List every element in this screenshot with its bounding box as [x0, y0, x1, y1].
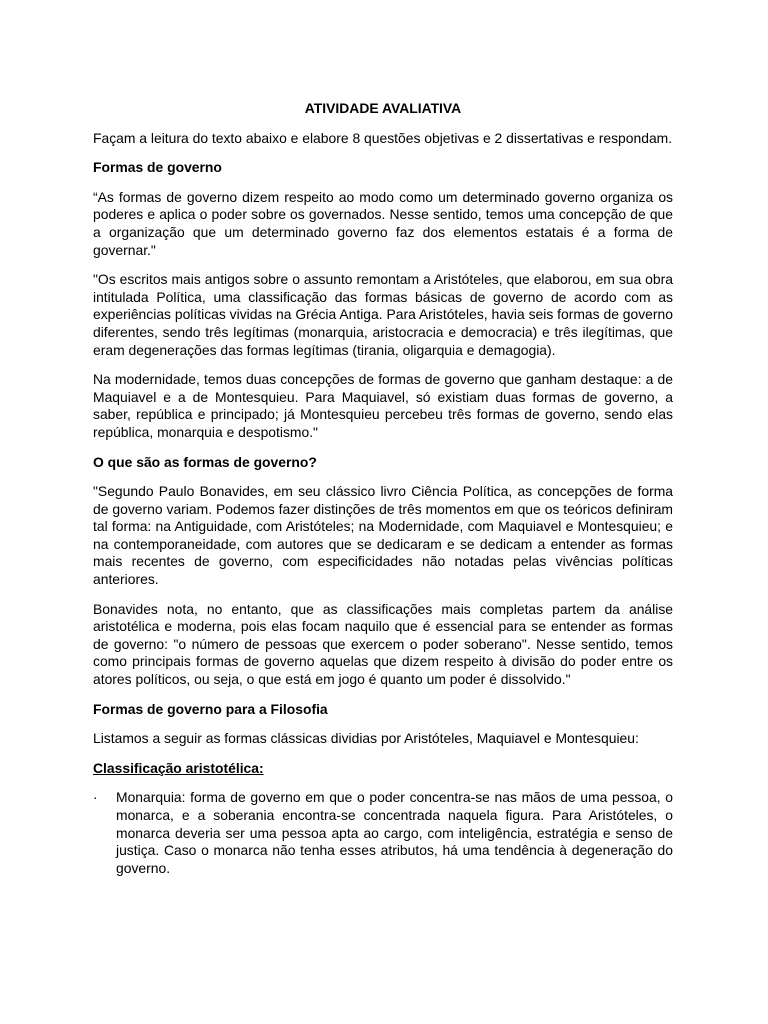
section-heading-o-que-sao: O que são as formas de governo? — [93, 453, 317, 470]
instruction-paragraph: Façam a leitura do texto abaixo e elabore 8 questões objetivas e 2 dissertativas e respondam. — [93, 129, 673, 146]
document-title: ATIVIDADE AVALIATIVA — [304, 100, 462, 116]
paragraph: "Os escritos mais antigos sobre o assunto remontam a Aristóteles, que elaborou, em sua obra intitulada Política, uma classificação das formas básicas de governo de acordo com as experiências políticas vividas na Grécia Antiga. Para Aristóteles, havia seis formas de governo diferentes, sendo três legítimas (monarquia, aristocracia e democracia) e três ilegítimas, que eram degenerações das formas legítimas (tirania, oligarquia e demagogia). — [93, 271, 673, 358]
paragraph: “As formas de governo dizem respeito ao modo como um determinado governo organiza os poderes e aplica o poder sobre os governados. Nesse sentido, temos uma concepção de que a organização que um determinado governo faz dos elementos estatais é a forma de governar." — [93, 188, 673, 258]
section-heading-formas-de-governo: Formas de governo — [93, 159, 222, 176]
section-heading-filosofia: Formas de governo para a Filosofia — [93, 700, 328, 717]
paragraph: Bonavides nota, no entanto, que as classificações mais completas partem da análise aristotélica e moderna, pois elas focam naquilo que é essencial para se entender as formas de governo: "o número de pessoas que exercem o poder soberano". Nesse sentido, temos como principais formas de governo aquelas que dizem respeito à divisão do poder entre os atores políticos, ou seja, o que está em jogo é quanto um poder é dissolvido." — [93, 600, 673, 688]
bullet-text: Monarquia: forma de governo em que o poder concentra-se nas mãos de uma pessoa, o monarca, e a soberania encontra-se concentrada naquela figura. Para Aristóteles, o monarca deveria ser uma pessoa apta ao cargo, com inteligência, estratégia e senso de justiça. Caso o monarca não tenha esses atributos, há uma tendência à degeneração do governo. — [116, 789, 673, 876]
paragraph: Na modernidade, temos duas concepções de formas de governo que ganham destaque: a de Maquiavel e a de Montesquieu. Para Maquiavel, só existiam duas formas de governo, a saber, república e principado; já Montesquieu percebeu três formas de governo, sendo elas república, monarquia e despotismo." — [93, 371, 673, 440]
bullet-mark: · — [93, 789, 98, 806]
bullet-item — [93, 789, 673, 877]
paragraph: Listamos a seguir as formas clássicas dividias por Aristóteles, Maquiavel e Montesquieu: — [93, 730, 639, 747]
paragraph: "Segundo Paulo Bonavides, em seu clássico livro Ciência Política, as concepções de forma de governo variam. Podemos fazer distinções de três momentos em que os teóricos definiram tal forma: na Antiguidade, com Aristóteles; na Modernidade, com Maquiavel e Montesquieu; e na contemporaneidade, com autores que se dedicaram e se dedicam a entender as formas mais recentes de governo, com especificidades não notadas pelas vivências políticas anteriores. — [93, 483, 673, 588]
section-heading-classificacao-aristotelica: Classificação aristotélica: — [93, 759, 264, 776]
document-page — [93, 100, 673, 877]
